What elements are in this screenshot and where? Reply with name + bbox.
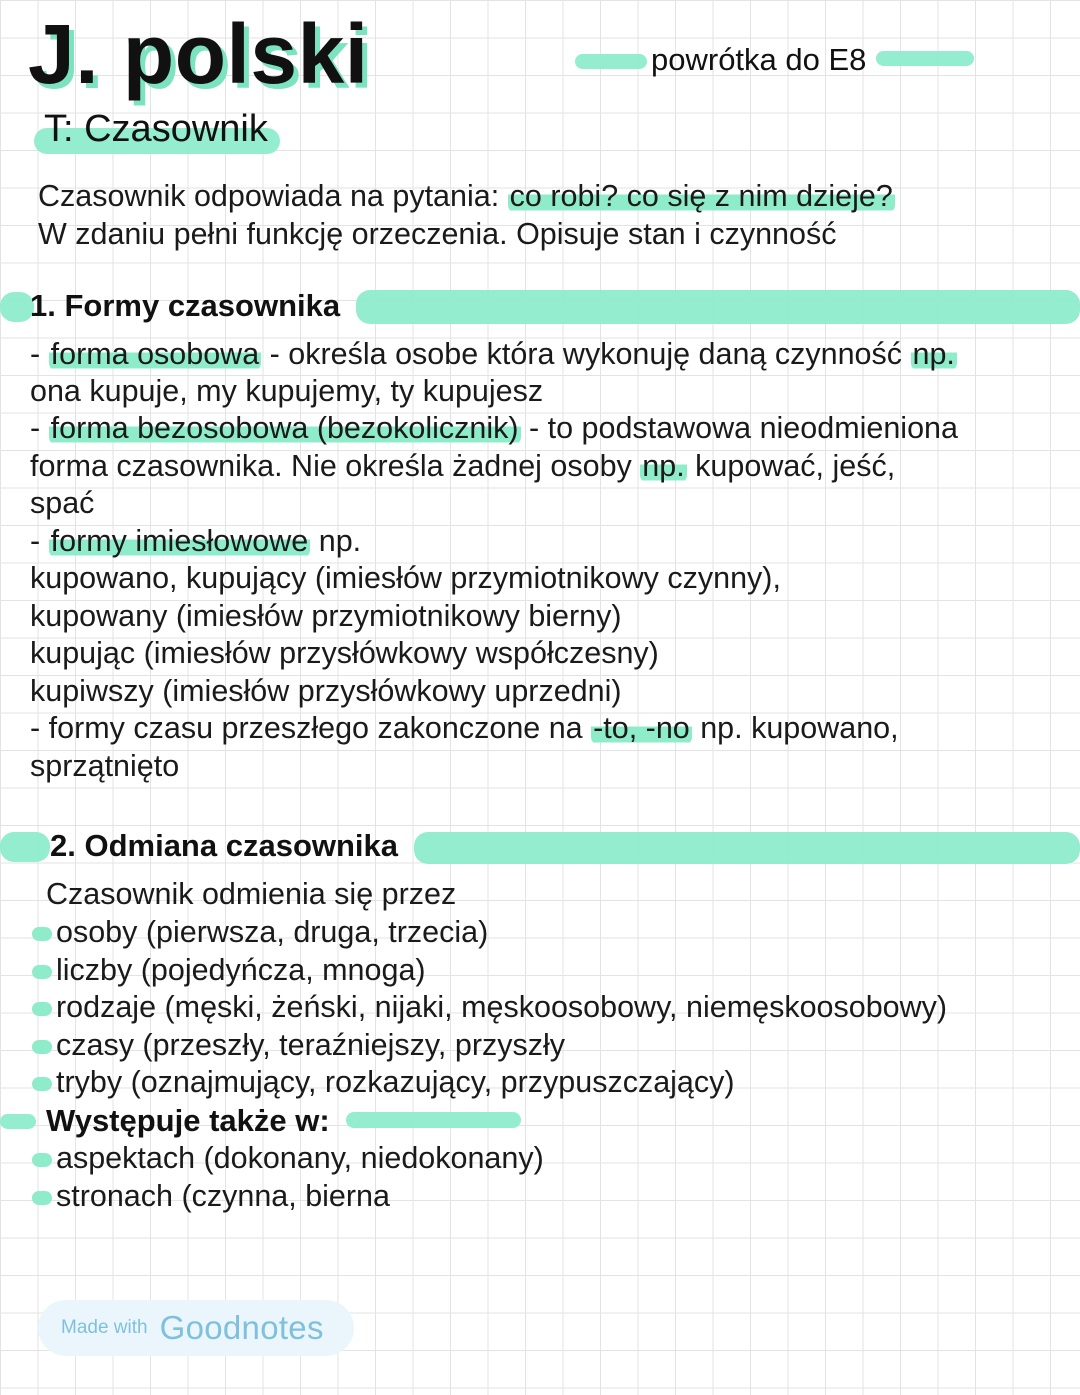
s2-item-1: [38, 914, 488, 952]
section2-heading: 2. Odmiana czasownika: [50, 828, 399, 863]
s2-also-item-1: [38, 1140, 544, 1178]
definition: forma czasownika. Nie określa żadnej osoby: [30, 449, 641, 483]
page-title: J. polski: [28, 7, 369, 101]
s1-line-12: sprzątnięto: [30, 749, 180, 783]
list-item: rodzaje (męski, żeński, nijaki, męskoosobowy, niemęskoosobowy): [56, 990, 948, 1024]
np-marker: np.: [642, 449, 685, 483]
bullet-dash: [32, 927, 52, 941]
s1-line-9: kupując (imiesłów przysłówkowy współczesny): [30, 636, 659, 670]
s2-item-5: [38, 1064, 735, 1102]
bullet-dash: [32, 1153, 52, 1167]
list-item: czasy (przeszły, teraźniejszy, przyszły: [56, 1028, 565, 1062]
revision-label: powrótka do E8: [651, 42, 867, 77]
definition: - określa osobe która wykonuję daną czynność: [261, 337, 911, 371]
s1-line-5: spać: [30, 486, 95, 520]
bullet-dash: [32, 965, 52, 979]
section1-highlight-right: [356, 290, 1080, 324]
suffix-highlight: -to, -no: [593, 711, 690, 745]
s1-line-7: kupowano, kupujący (imiesłów przymiotnikowy czynny),: [30, 561, 781, 595]
bullet-dash: [32, 1002, 52, 1016]
intro-line-2: W zdaniu pełni funkcję orzeczenia. Opisuje stan i czynność: [38, 217, 837, 251]
intro-text: Czasownik odpowiada na pytania:: [38, 179, 508, 213]
made-with-label: Made with: [61, 1317, 148, 1338]
also-highlight-right: [346, 1112, 521, 1128]
term-impersonal-form: forma bezosobowa (bezokolicznik): [50, 411, 519, 445]
s2-item-3: [38, 989, 947, 1027]
list-item: aspektach (dokonany, niedokonany): [56, 1141, 544, 1175]
intro-highlight: co robi? co się z nim dzieje?: [509, 179, 893, 213]
s1-line-1: [30, 336, 957, 374]
s1-line-10: kupiwszy (imiesłów przysłówkowy uprzedni): [30, 674, 622, 708]
s2-also-item-2: [38, 1178, 390, 1216]
s1-line-2: ona kupuje, my kupujemy, ty kupujesz: [30, 374, 544, 408]
bullet-dash: [32, 1191, 52, 1205]
s1-line-8: kupowany (imiesłów przymiotnikowy bierny): [30, 599, 622, 633]
also-heading: Występuje także w:: [46, 1103, 330, 1138]
topic-title: T: Czasownik: [44, 108, 268, 150]
s2-item-2: [38, 952, 426, 990]
intro-line-1: [38, 178, 895, 216]
dash: -: [30, 524, 49, 558]
s1-line-6: [30, 523, 361, 561]
bullet-dash: [32, 1077, 52, 1091]
term-participle-forms: formy imiesłowowe: [50, 524, 309, 558]
dash: -: [30, 411, 49, 445]
definition: - to podstawowa nieodmieniona: [520, 411, 958, 445]
s2-intro: Czasownik odmienia się przez: [46, 877, 457, 911]
section2-highlight-right: [414, 832, 1080, 864]
section1-highlight-left: [0, 292, 34, 322]
list-item: tryby (oznajmujący, rozkazujący, przypuszczający): [56, 1065, 735, 1099]
goodnotes-logo: Goodnotes: [159, 1309, 324, 1346]
dash: -: [30, 337, 49, 371]
also-highlight-left: [0, 1114, 36, 1129]
list-item: osoby (pierwsza, druga, trzecia): [56, 915, 489, 949]
section2-highlight-left: [0, 832, 50, 862]
term-personal-form: forma osobowa: [50, 337, 260, 371]
bullet-dash: [32, 1040, 52, 1054]
np-marker: np.: [912, 337, 955, 371]
examples: np. kupowano,: [691, 711, 899, 745]
np-text: np.: [310, 524, 362, 558]
s1-line-11: [30, 710, 899, 748]
list-item: stronach (czynna, bierna: [56, 1179, 390, 1213]
revision-highlight-right: [876, 51, 974, 66]
list-item: liczby (pojedyńcza, mnoga): [56, 953, 426, 987]
definition: - formy czasu przeszłego zakonczone na: [30, 711, 592, 745]
examples: kupować, jeść,: [686, 449, 896, 483]
section1-heading: 1. Formy czasownika: [30, 288, 341, 323]
s1-line-4: [30, 448, 895, 486]
goodnotes-badge[interactable]: [38, 1300, 354, 1356]
s1-line-3: [30, 410, 958, 448]
s2-item-4: [38, 1027, 565, 1065]
revision-highlight-left: [575, 54, 647, 69]
